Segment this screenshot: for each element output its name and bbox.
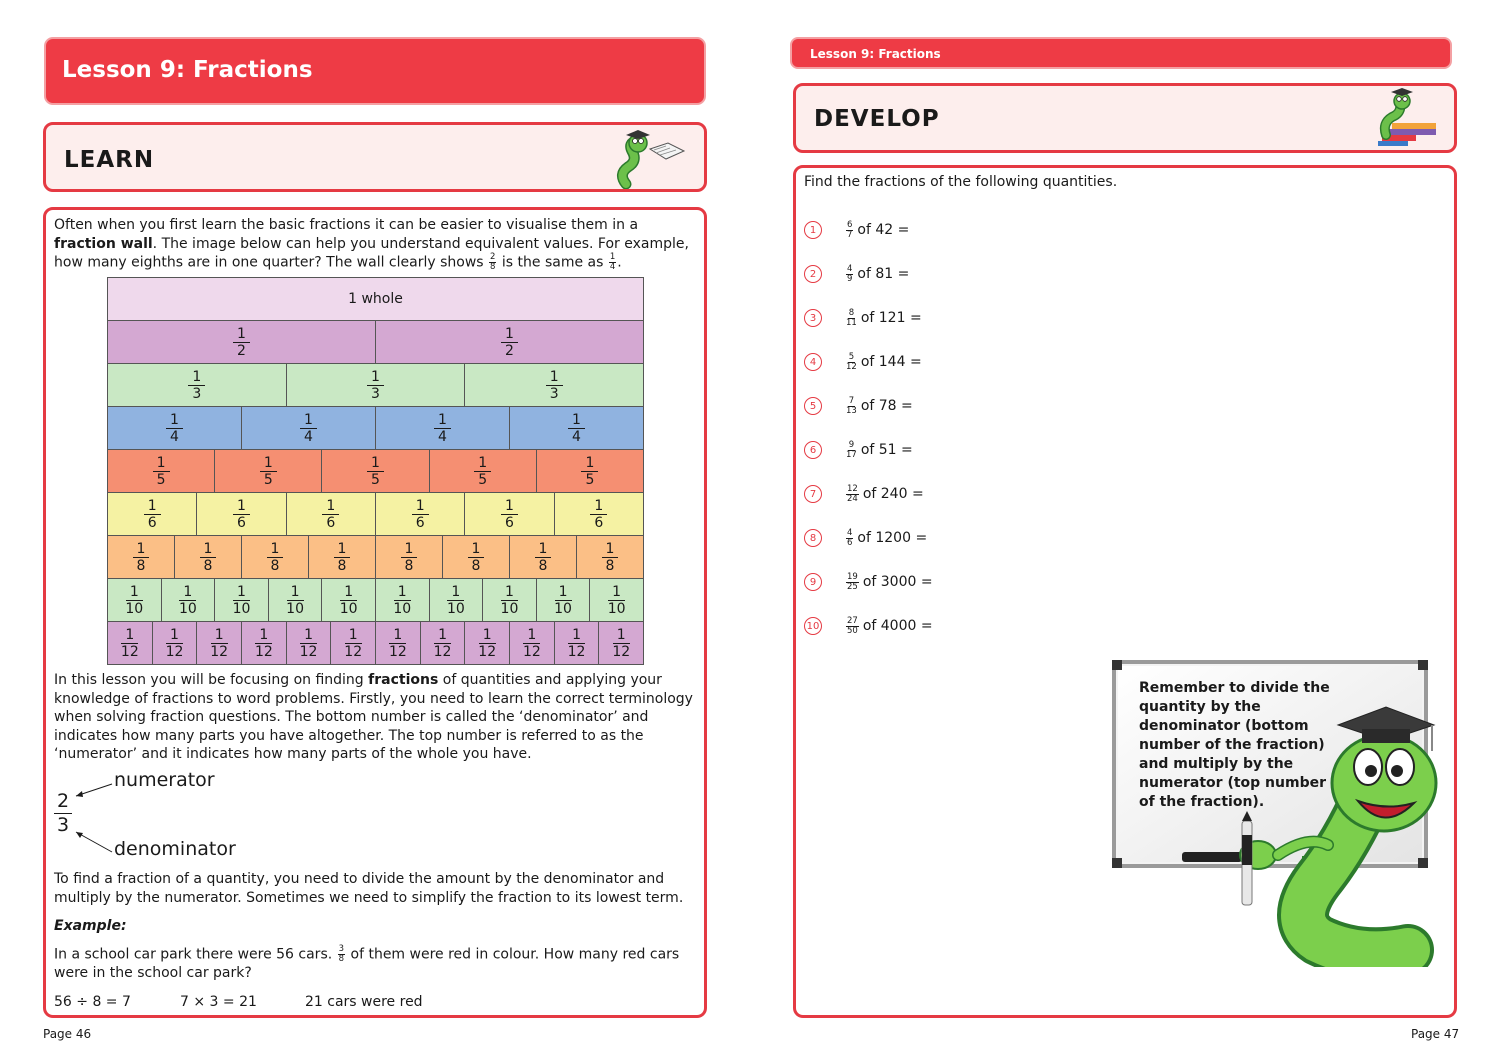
wall-cell-fraction: 1 10 <box>178 583 197 617</box>
wall-cell <box>375 535 443 579</box>
wall-row-5 <box>107 449 643 492</box>
wall-cell-fraction: 1 8 <box>133 541 150 574</box>
wall-cell-fraction: 1 12 <box>478 626 497 660</box>
question-number-badge: 9 <box>804 573 822 591</box>
wall-cell-fraction: 1 10 <box>286 583 304 617</box>
whole-label: 1 whole <box>348 291 403 307</box>
wall-cell <box>241 535 309 579</box>
question-number-badge: 4 <box>804 353 822 371</box>
wall-cell <box>196 621 242 665</box>
wall-cell <box>107 320 376 364</box>
terminology-bold-term: fractions <box>368 672 439 688</box>
working-step-2: 7 × 3 = 21 <box>180 994 257 1010</box>
wall-cell <box>576 535 644 579</box>
wall-cell-fraction: 1 2 <box>501 326 518 359</box>
question-item <box>804 263 909 285</box>
working-step-1: 56 ÷ 8 = 7 <box>54 994 131 1010</box>
question-text: of 121 = <box>860 310 922 326</box>
wall-cell <box>214 449 322 493</box>
wall-cell-whole <box>107 277 644 321</box>
wall-cell <box>375 320 644 364</box>
wall-cell-fraction: 1 5 <box>581 455 598 488</box>
wall-cell <box>107 578 162 622</box>
wall-cell-fraction: 1 3 <box>546 369 563 402</box>
wall-cell <box>482 578 537 622</box>
intro-text-1: Often when you first learn the basic fractions it can be easier to visualise them in a <box>54 217 639 233</box>
wall-cell-fraction: 1 4 <box>166 412 183 445</box>
question-fraction: 4 9 <box>847 263 853 284</box>
terminology-text-2: of quantities and applying your knowledge of fractions to word problems. Firstly, you need to learn the correct terminology when solving fraction questions. The bottom number is called the ‘denominator’ and indicates how many parts you have altogether. The top number is referred to as the ‘numerator’ and it indicates how many parts of the whole you have. <box>54 672 693 762</box>
wall-cell <box>509 535 577 579</box>
example-text-1: In a school car park there were 56 cars. <box>54 946 337 963</box>
wall-cell <box>375 406 510 450</box>
intro-bold-term: fraction wall <box>54 235 153 252</box>
worm-whiteboard-icon <box>1218 705 1448 967</box>
wall-row-12 <box>107 621 643 664</box>
wall-cell-fraction: 1 8 <box>334 541 351 574</box>
lesson-title: Lesson 9: Fractions <box>62 57 313 83</box>
wall-cell <box>536 578 591 622</box>
wall-cell <box>464 492 554 536</box>
terminology-paragraph <box>54 671 699 764</box>
wall-cell-fraction: 1 10 <box>339 583 358 617</box>
question-text: of 78 = <box>860 398 913 414</box>
wall-cell <box>464 621 510 665</box>
wall-cell-fraction: 1 12 <box>120 626 139 660</box>
question-fraction: 4 6 <box>847 527 853 548</box>
question-text: of 81 = <box>857 266 910 282</box>
question-number-badge: 5 <box>804 397 822 415</box>
question-item <box>804 307 922 329</box>
wall-cell-fraction: 1 10 <box>554 583 572 617</box>
wall-cell-fraction: 1 12 <box>522 626 541 660</box>
wall-cell-fraction: 1 6 <box>144 498 161 531</box>
learn-title: LEARN <box>64 147 155 173</box>
wall-cell <box>107 363 287 407</box>
wall-cell <box>321 449 429 493</box>
wall-cell <box>268 578 323 622</box>
wall-cell-fraction: 1 6 <box>233 498 250 531</box>
question-fraction: 27 50 <box>847 615 858 636</box>
wall-cell <box>214 578 269 622</box>
wall-cell <box>107 449 215 493</box>
wall-cell <box>375 492 465 536</box>
wall-cell-fraction: 1 12 <box>254 626 273 660</box>
wall-cell <box>321 578 376 622</box>
question-number-badge: 1 <box>804 221 822 239</box>
wall-cell <box>554 492 644 536</box>
question-number-badge: 10 <box>804 617 822 635</box>
wall-cell <box>429 449 537 493</box>
wall-cell <box>464 363 644 407</box>
terminology-text-1: In this lesson you will be focusing on finding <box>54 672 369 688</box>
example-heading: Example: <box>54 918 127 934</box>
example-paragraph <box>54 945 699 983</box>
question-item <box>804 219 909 241</box>
question-number-badge: 6 <box>804 441 822 459</box>
develop-header <box>793 83 1457 153</box>
wall-cell-fraction: 1 5 <box>367 455 384 488</box>
page-number-left: Page 46 <box>43 1027 92 1041</box>
wall-cell <box>308 535 376 579</box>
question-fraction: 12 24 <box>847 483 858 504</box>
wall-cell <box>107 535 175 579</box>
intro-fraction-a: $\frac{2}{8}$ <box>490 252 496 272</box>
wall-cell-fraction: 1 10 <box>232 583 251 617</box>
wall-cell <box>509 406 644 450</box>
diagram-arrows <box>70 780 120 860</box>
question-text: of 240 = <box>862 486 924 502</box>
lesson-title-small: Lesson 9: Fractions <box>810 47 941 61</box>
intro-paragraph <box>54 216 699 272</box>
intro-text-2: . The image below can help you understand equivalent values. For example, how many eighths are in one quarter? The wall clearly shows <box>54 235 689 271</box>
example-fraction: $\frac{3}{8}$ <box>338 944 345 964</box>
wall-cell <box>161 578 216 622</box>
question-fraction: 8 11 <box>846 307 857 328</box>
worm-books-icon <box>1372 87 1442 151</box>
wall-row-4 <box>107 406 643 449</box>
wall-cell <box>196 492 286 536</box>
lesson-banner-left <box>44 37 706 105</box>
wall-cell-fraction: 1 8 <box>602 541 619 574</box>
question-item <box>804 571 933 593</box>
wall-cell <box>420 621 466 665</box>
wall-cell <box>107 492 197 536</box>
question-text: of 144 = <box>860 354 922 370</box>
wall-cell-fraction: 1 12 <box>165 626 184 660</box>
intro-fraction-b: $\frac{1}{4}$ <box>609 252 616 272</box>
wall-cell <box>442 535 510 579</box>
instruction-text: Find the fractions of the following quantities. <box>804 174 1118 190</box>
wall-cell <box>589 578 644 622</box>
question-item <box>804 351 922 373</box>
wall-cell-fraction: 1 2 <box>233 326 250 359</box>
learn-header <box>43 122 707 192</box>
wall-cell <box>107 621 153 665</box>
wall-cell-fraction: 1 12 <box>299 626 318 660</box>
wall-cell <box>241 621 287 665</box>
wall-row-2 <box>107 320 643 363</box>
wall-cell-fraction: 1 3 <box>367 369 384 402</box>
wall-cell <box>107 406 242 450</box>
question-item <box>804 527 927 549</box>
wall-cell-fraction: 1 5 <box>260 455 277 488</box>
wall-cell <box>330 621 376 665</box>
wall-cell <box>174 535 242 579</box>
wall-cell-fraction: 1 4 <box>300 412 317 445</box>
question-number-badge: 7 <box>804 485 822 503</box>
page-number-right: Page 47 <box>1411 1027 1460 1041</box>
wall-cell <box>375 578 430 622</box>
wall-cell-fraction: 1 4 <box>568 412 585 445</box>
wall-cell <box>286 363 466 407</box>
wall-cell-fraction: 1 12 <box>344 626 363 660</box>
wall-cell <box>509 621 555 665</box>
wall-row-10 <box>107 578 643 621</box>
wall-cell <box>241 406 376 450</box>
question-fraction: 7 13 <box>846 395 857 416</box>
wall-cell-fraction: 1 12 <box>567 626 586 660</box>
intro-text-4: . <box>617 254 622 271</box>
wall-cell <box>375 621 421 665</box>
question-text: of 51 = <box>860 442 913 458</box>
tip-text: Remember to divide the quantity by the denominator (bottom number of the fraction) and multiply by the numerator (top number of the fraction). <box>1139 680 1330 810</box>
example-text-2: of them were red in colour. How many red cars were in the school car park? <box>54 946 680 981</box>
wall-cell-fraction: 1 8 <box>535 541 552 574</box>
question-text: of 1200 = <box>857 530 928 546</box>
wall-cell-fraction: 1 10 <box>500 583 519 617</box>
wall-cell-fraction: 1 8 <box>401 541 418 574</box>
wall-cell-fraction: 1 6 <box>590 498 607 531</box>
wall-cell-fraction: 1 10 <box>607 583 626 617</box>
wall-cell-fraction: 1 12 <box>388 626 407 660</box>
wall-cell <box>598 621 644 665</box>
denominator-label: denominator <box>114 838 236 860</box>
numerator-label: numerator <box>114 769 215 791</box>
question-fraction: 6 7 <box>847 219 853 240</box>
wall-cell <box>286 621 332 665</box>
worm-reading-icon <box>614 129 692 189</box>
wall-cell-fraction: 1 6 <box>501 498 518 531</box>
question-item <box>804 439 913 461</box>
wall-cell-fraction: 1 10 <box>446 583 465 617</box>
wall-cell-fraction: 1 12 <box>210 626 229 660</box>
question-number-badge: 3 <box>804 309 822 327</box>
question-fraction: 9 17 <box>846 439 857 460</box>
lesson-banner-right <box>790 37 1452 69</box>
question-item <box>804 615 933 637</box>
wall-row-8 <box>107 535 643 578</box>
wall-cell-fraction: 1 12 <box>612 626 631 660</box>
question-text: of 4000 = <box>862 618 933 634</box>
wall-cell-fraction: 1 5 <box>474 455 491 488</box>
wall-cell-fraction: 1 10 <box>125 583 144 617</box>
wall-cell-fraction: 1 8 <box>267 541 284 574</box>
question-text: of 3000 = <box>862 574 933 590</box>
wall-cell <box>554 621 600 665</box>
question-fraction: 5 12 <box>846 351 857 372</box>
wall-cell-fraction: 1 5 <box>153 455 170 488</box>
wall-cell-fraction: 1 12 <box>433 626 452 660</box>
question-item <box>804 395 913 417</box>
wall-row-3 <box>107 363 643 406</box>
method-paragraph: To find a fraction of a quantity, you need to divide the amount by the denominator and multiply by the numerator. Sometimes we need to simplify the fraction to its lowest term. <box>54 871 684 906</box>
wall-cell <box>152 621 198 665</box>
diagram-numerator: 2 <box>54 790 72 814</box>
wall-row-whole <box>107 277 643 320</box>
question-text: of 42 = <box>857 222 910 238</box>
wall-cell-fraction: 1 4 <box>434 412 451 445</box>
develop-title: DEVELOP <box>814 106 940 132</box>
wall-cell <box>536 449 644 493</box>
wall-cell-fraction: 1 8 <box>468 541 485 574</box>
question-fraction: 19 25 <box>847 571 858 592</box>
diagram-denominator: 3 <box>57 814 70 836</box>
wall-cell <box>286 492 376 536</box>
question-number-badge: 8 <box>804 529 822 547</box>
wall-cell-fraction: 1 6 <box>412 498 429 531</box>
fraction-wall <box>107 277 643 664</box>
wall-cell-fraction: 1 10 <box>393 583 412 617</box>
question-number-badge: 2 <box>804 265 822 283</box>
question-item <box>804 483 924 505</box>
working-answer: 21 cars were red <box>305 994 423 1010</box>
wall-cell-fraction: 1 3 <box>188 369 205 402</box>
wall-cell-fraction: 1 6 <box>322 498 339 531</box>
wall-row-6 <box>107 492 643 535</box>
wall-cell <box>429 578 484 622</box>
wall-cell-fraction: 1 8 <box>200 541 217 574</box>
intro-text-3: is the same as <box>497 254 608 271</box>
